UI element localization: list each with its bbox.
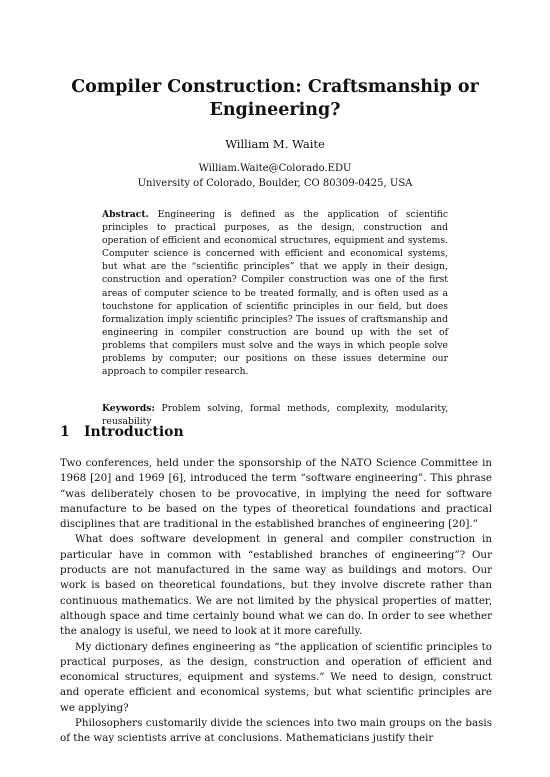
section-number: 1 bbox=[60, 424, 70, 440]
keywords-label: Keywords: bbox=[102, 403, 155, 414]
section-title: Introduction bbox=[84, 424, 184, 440]
author-email: William.Waite@Colorado.EDU bbox=[198, 163, 352, 174]
paragraph: Philosophers customarily divide the sciences into two main groups on the basis of the way scientists arrive at conclusions. Mathematicians justify their bbox=[60, 717, 492, 745]
abstract bbox=[102, 208, 448, 378]
paragraph: What does software development in general and compiler construction in particular have in common with “established branches of engineering”? Our products are not manufactured in the same way as buildings and motors. Our work is based on theoretical foundations, but they involve discrete rather than continuous mathematics. We are not limited by the physical properties of matter, although space and time certainly bound what we can do. In order to see whether the analogy is useful, we need to look at it more carefully. bbox=[60, 533, 492, 638]
paragraph: My dictionary defines engineering as “the application of scientific principles to practical purposes, as the design, construction and operation of efficient and economical structures, equipment and systems.” We need to design, construct and operate efficient and economical systems, but what scientific principles are we applying? bbox=[60, 640, 492, 714]
body-text bbox=[60, 456, 492, 747]
author-affiliation: University of Colorado, Boulder, CO 80309-0425, USA bbox=[137, 178, 413, 189]
keywords-text: Problem solving, formal methods, complexity, modularity, reusability bbox=[102, 403, 449, 427]
paragraph: Two conferences, held under the sponsorship of the NATO Science Committee in 1968 [20] and 1969 [6], introduced the term “software engineering”. This phrase “was deliberately chosen to be provocative, in implying the need for software manufacture to be based on the types of theoretical foundations and practical disciplines that are traditional in the established branches of engineering [20].” bbox=[60, 457, 492, 531]
section-heading bbox=[60, 424, 490, 440]
abstract-label: Abstract. bbox=[102, 209, 149, 220]
abstract-text: Engineering is defined as the application of scientific principles to practical purposes, as the design, construction and operation of efficient and economical structures, equipment and systems. Computer science is concerned with efficient and economical systems, but what are the “scientific principles” that we apply in their design, construction and operation? Compiler construction was one of the first areas of computer science to be treated formally, and is often used as a touchstone for application of scientific principles in our field, but does formalization imply scientific principles? The issues of craftsmanship and engineering in compiler construction are bound up with the set of problems that compilers must solve and the ways in which people solve problems by computer; our positions on these issues determine our approach to compiler research. bbox=[102, 209, 448, 378]
paper-title: Compiler Construction: Craftsmanship or Engineering? bbox=[71, 77, 479, 120]
author-name: William M. Waite bbox=[225, 137, 325, 151]
